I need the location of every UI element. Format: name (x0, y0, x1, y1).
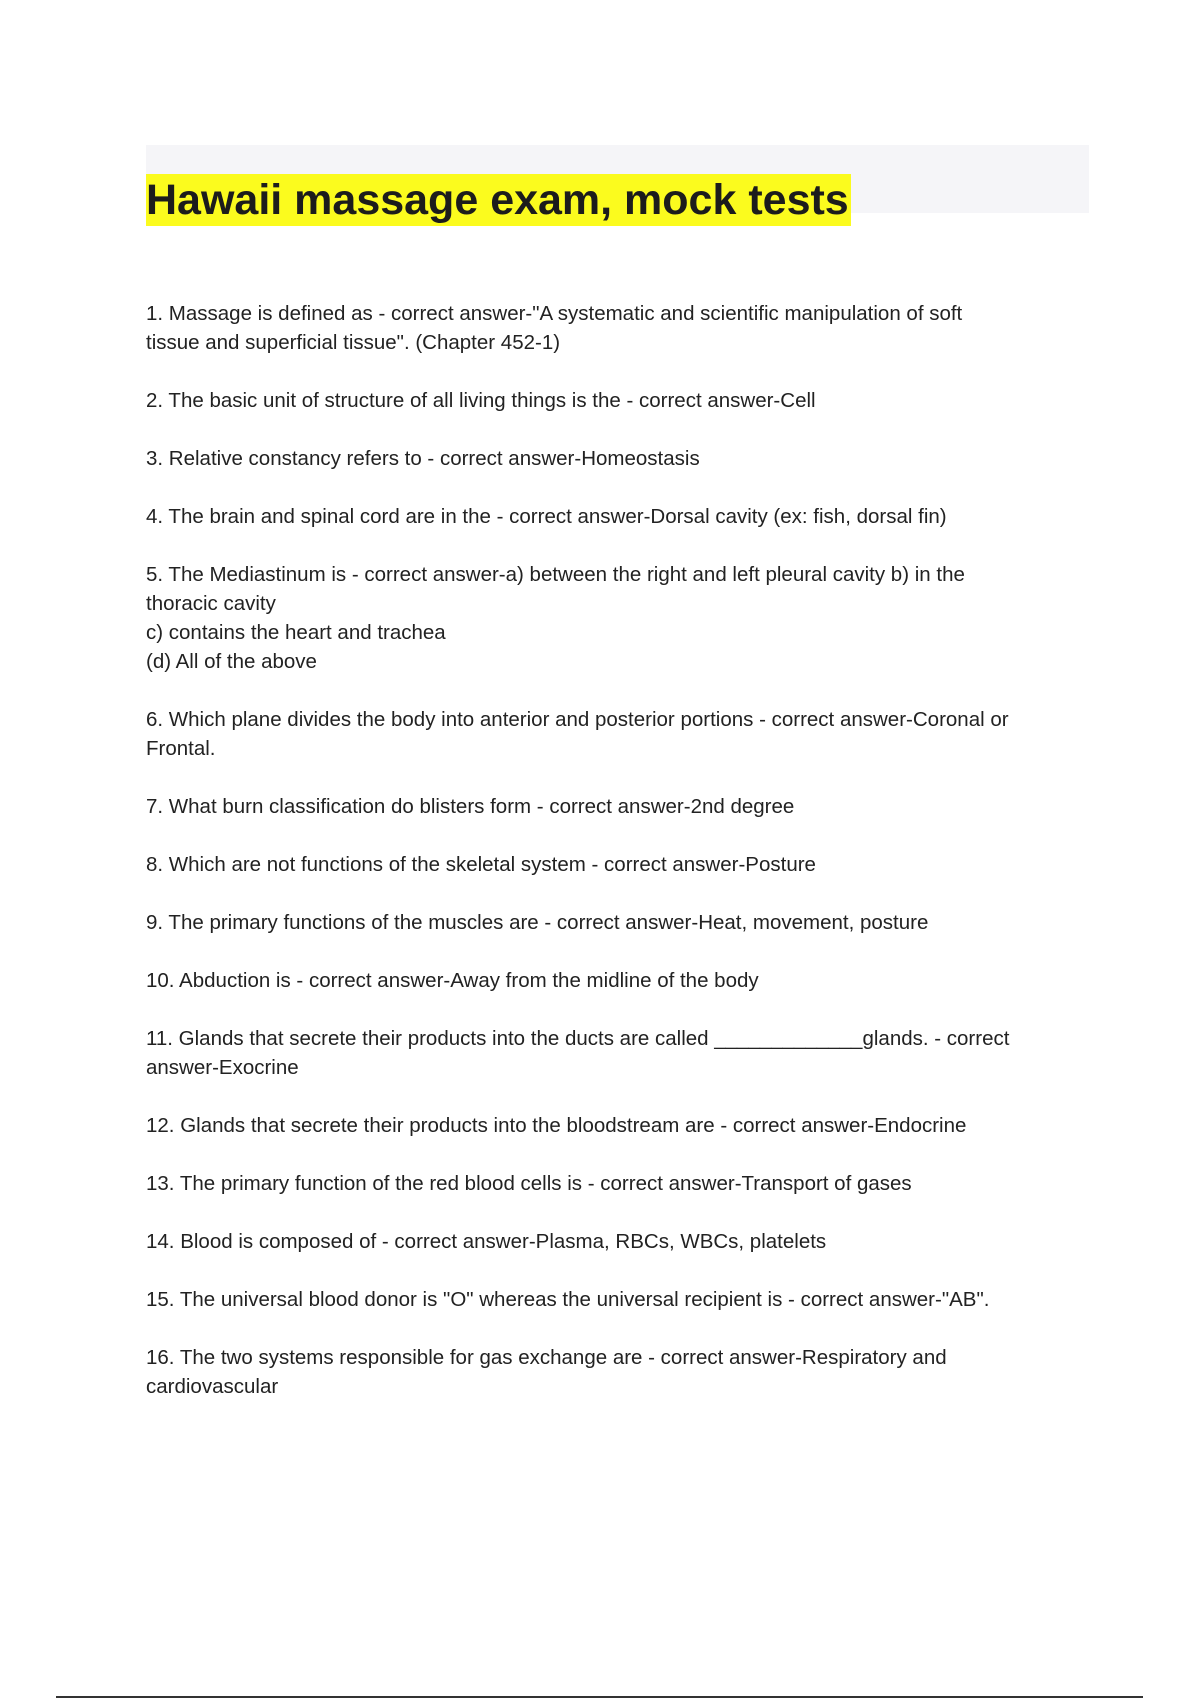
question-item-8: 8. Which are not functions of the skeletal system - correct answer-Posture (146, 853, 816, 876)
question-item-11: 11. Glands that secrete their products into the ducts are called _____________glands. - correct answer-Exocrine (146, 1027, 1010, 1079)
question-item-2: 2. The basic unit of structure of all living things is the - correct answer-Cell (146, 389, 816, 412)
question-item-6: 6. Which plane divides the body into anterior and posterior portions - correct answer-Coronal or Frontal. (146, 708, 1009, 760)
question-item-7: 7. What burn classification do blisters form - correct answer-2nd degree (146, 795, 795, 818)
question-item-14: 14. Blood is composed of - correct answer-Plasma, RBCs, WBCs, platelets (146, 1230, 827, 1253)
question-item-13: 13. The primary function of the red blood cells is - correct answer-Transport of gases (146, 1172, 912, 1195)
footer-divider (56, 1696, 1143, 1698)
question-item-12: 12. Glands that secrete their products into the bloodstream are - correct answer-Endocrine (146, 1114, 967, 1137)
question-item-1: 1. Massage is defined as - correct answer-"A systematic and scientific manipulation of soft tissue and superficial tissue". (Chapter 452-1) (146, 302, 963, 354)
question-list (146, 299, 1086, 1430)
question-item-16: 16. The two systems responsible for gas exchange are - correct answer-Respiratory and cardiovascular (146, 1346, 947, 1398)
question-item-10: 10. Abduction is - correct answer-Away from the midline of the body (146, 969, 759, 992)
page-title: Hawaii massage exam, mock tests (146, 175, 849, 224)
question-item-5: 5. The Mediastinum is - correct answer-a) between the right and left pleural cavity b) in the thoracic cavity c) contains the heart and trachea (d) All of the above (146, 563, 965, 673)
question-item-3: 3. Relative constancy refers to - correct answer-Homeostasis (146, 447, 700, 470)
question-item-9: 9. The primary functions of the muscles are - correct answer-Heat, movement, posture (146, 911, 929, 934)
question-item-15: 15. The universal blood donor is "O" whereas the universal recipient is - correct answer-"AB". (146, 1288, 990, 1311)
question-item-4: 4. The brain and spinal cord are in the - correct answer-Dorsal cavity (ex: fish, dorsal fin) (146, 505, 947, 528)
